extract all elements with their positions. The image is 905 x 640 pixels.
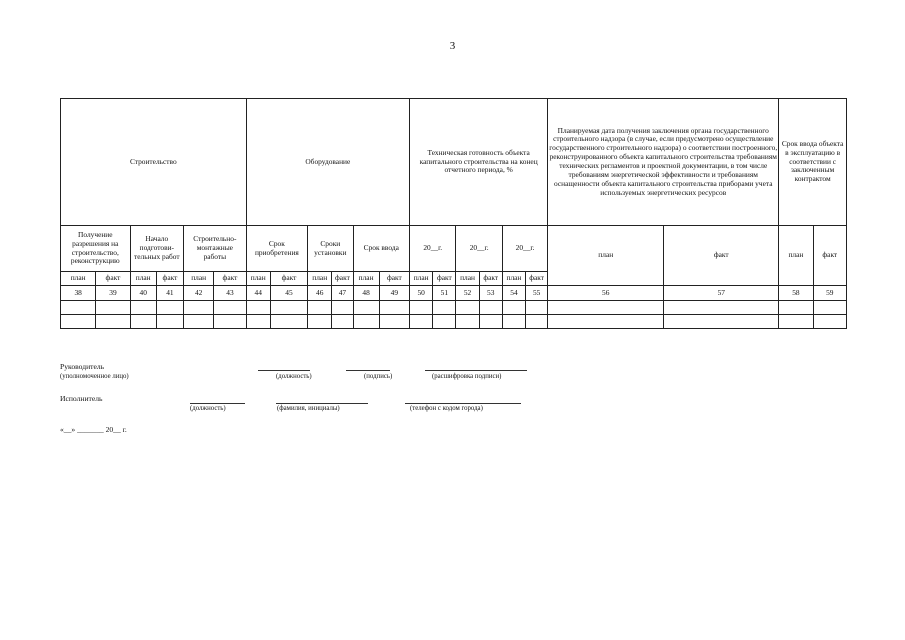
data-cell[interactable] [779, 301, 813, 315]
header-row-sub [61, 226, 847, 272]
data-cell[interactable] [214, 301, 246, 315]
head-caption: (уполномоченное лицо) [60, 373, 129, 380]
data-cell[interactable] [130, 315, 156, 329]
column-number: 50 [410, 286, 433, 301]
date-line[interactable]: «__» _______ 20__ г. [60, 425, 127, 434]
executor-position-caption: (должность) [190, 405, 226, 412]
decoding-line[interactable] [425, 370, 527, 371]
column-number: 54 [502, 286, 525, 301]
data-cell[interactable] [410, 315, 433, 329]
page-number: 3 [449, 40, 456, 52]
header-fact: факт [96, 272, 130, 286]
header-fact: факт [479, 272, 502, 286]
data-cell[interactable] [479, 301, 502, 315]
data-cell[interactable] [308, 301, 332, 315]
data-cell[interactable] [433, 315, 456, 329]
data-cell[interactable] [548, 301, 664, 315]
column-number: 51 [433, 286, 456, 301]
executor-name-line[interactable] [276, 403, 368, 404]
header-fact: факт [156, 272, 183, 286]
header-fact: факт [526, 272, 548, 286]
column-number: 38 [61, 286, 96, 301]
header-fact: факт [664, 226, 779, 286]
data-cell[interactable] [502, 301, 525, 315]
header-plan: план [548, 226, 664, 286]
data-cell[interactable] [246, 301, 270, 315]
header-commissioning: Срок ввода объекта в эксплуатацию в соответствии с заключенным контрактом [779, 99, 847, 226]
column-number: 58 [779, 286, 813, 301]
column-number: 46 [308, 286, 332, 301]
column-number: 41 [156, 286, 183, 301]
data-cell[interactable] [813, 315, 846, 329]
executor-label: Исполнитель [60, 394, 103, 403]
header-fact: факт [332, 272, 353, 286]
header-fact: факт [270, 272, 307, 286]
position-caption: (должность) [276, 373, 312, 380]
header-plan: план [184, 272, 214, 286]
header-year-2: 20__г. [456, 226, 502, 272]
data-cell[interactable] [156, 315, 183, 329]
data-cell[interactable] [548, 315, 664, 329]
data-cell[interactable] [456, 315, 479, 329]
data-cell[interactable] [664, 315, 779, 329]
data-cell[interactable] [61, 315, 96, 329]
data-cell[interactable] [779, 315, 813, 329]
signature-line[interactable] [346, 370, 390, 371]
data-cell[interactable] [308, 315, 332, 329]
report-table [60, 98, 847, 329]
column-number: 56 [548, 286, 664, 301]
data-cell[interactable] [246, 315, 270, 329]
data-cell[interactable] [96, 315, 130, 329]
signature-caption: (подпись) [364, 373, 393, 380]
data-cell[interactable] [184, 315, 214, 329]
data-cell[interactable] [270, 301, 307, 315]
header-construction: Строительство [61, 99, 247, 226]
column-number: 42 [184, 286, 214, 301]
column-number: 47 [332, 286, 353, 301]
data-row-2 [61, 315, 847, 329]
data-cell[interactable] [96, 301, 130, 315]
header-row-main [61, 99, 847, 226]
data-row-1 [61, 301, 847, 315]
header-commissioning-equipment: Срок ввода [353, 226, 410, 272]
data-cell[interactable] [332, 315, 353, 329]
header-permit: Получение разрешения на строительство, реконструкцию [61, 226, 131, 272]
column-number: 49 [379, 286, 409, 301]
header-year-3: 20__г. [502, 226, 547, 272]
decoding-caption: (расшифровка подписи) [432, 373, 502, 380]
header-plan: план [353, 272, 379, 286]
header-fact: факт [433, 272, 456, 286]
data-cell[interactable] [353, 315, 379, 329]
header-tech-readiness: Техническая готовность объекта капитального строительства на конец отчетного периода, % [410, 99, 548, 226]
column-number: 48 [353, 286, 379, 301]
column-number: 57 [664, 286, 779, 301]
column-number: 44 [246, 286, 270, 301]
data-cell[interactable] [130, 301, 156, 315]
header-equipment: Оборудование [246, 99, 409, 226]
header-plan: план [130, 272, 156, 286]
data-cell[interactable] [526, 301, 548, 315]
header-acquisition: Срок приобретения [246, 226, 308, 272]
head-label: Руководитель [60, 362, 105, 371]
data-cell[interactable] [479, 315, 502, 329]
column-number: 53 [479, 286, 502, 301]
data-cell[interactable] [61, 301, 96, 315]
header-plan: план [779, 226, 813, 286]
data-cell[interactable] [353, 301, 379, 315]
data-cell[interactable] [270, 315, 307, 329]
column-number: 45 [270, 286, 307, 301]
header-prep-start: Начало подготови-тельных работ [130, 226, 183, 272]
header-plan: план [246, 272, 270, 286]
data-cell[interactable] [379, 315, 409, 329]
header-plan: план [410, 272, 433, 286]
header-fact: факт [813, 226, 846, 286]
header-fact: факт [214, 272, 246, 286]
header-plan: план [456, 272, 479, 286]
header-plan: план [502, 272, 525, 286]
data-cell[interactable] [332, 301, 353, 315]
header-year-1: 20__г. [410, 226, 456, 272]
data-cell[interactable] [813, 301, 846, 315]
column-number: 52 [456, 286, 479, 301]
data-cell[interactable] [664, 301, 779, 315]
column-number-row [61, 286, 847, 301]
executor-position-line[interactable] [190, 403, 245, 404]
phone-caption: (телефон с кодом города) [410, 405, 483, 412]
data-cell[interactable] [410, 301, 433, 315]
position-line[interactable] [258, 370, 310, 371]
column-number: 55 [526, 286, 548, 301]
data-cell[interactable] [379, 301, 409, 315]
name-caption: (фамилия, инициалы) [277, 405, 340, 412]
header-fact: факт [379, 272, 409, 286]
header-installation: Сроки установки [308, 226, 353, 272]
data-cell[interactable] [502, 315, 525, 329]
header-construction-works: Строительно-монтажные работы [184, 226, 247, 272]
data-cell[interactable] [156, 301, 183, 315]
data-cell[interactable] [214, 315, 246, 329]
phone-line[interactable] [405, 403, 521, 404]
data-cell[interactable] [526, 315, 548, 329]
column-number: 59 [813, 286, 846, 301]
header-plan: план [308, 272, 332, 286]
header-plan: план [61, 272, 96, 286]
header-planned-date: Планируемая дата получения заключения органа государственного строительного надзора (в случае, если предусмотрено осуществление государственного строительного надзора) о соответствии построенного, реконструированного объекта капитального строительства требованиям технических регламентов и проектной документации, в том числе требованиям энергетической эффективности и требованиям оснащенности объекта капитального строительства приборами учета используемых энергетических ресурсов [548, 99, 779, 226]
data-cell[interactable] [456, 301, 479, 315]
column-number: 43 [214, 286, 246, 301]
data-cell[interactable] [184, 301, 214, 315]
column-number: 40 [130, 286, 156, 301]
column-number: 39 [96, 286, 130, 301]
data-cell[interactable] [433, 301, 456, 315]
